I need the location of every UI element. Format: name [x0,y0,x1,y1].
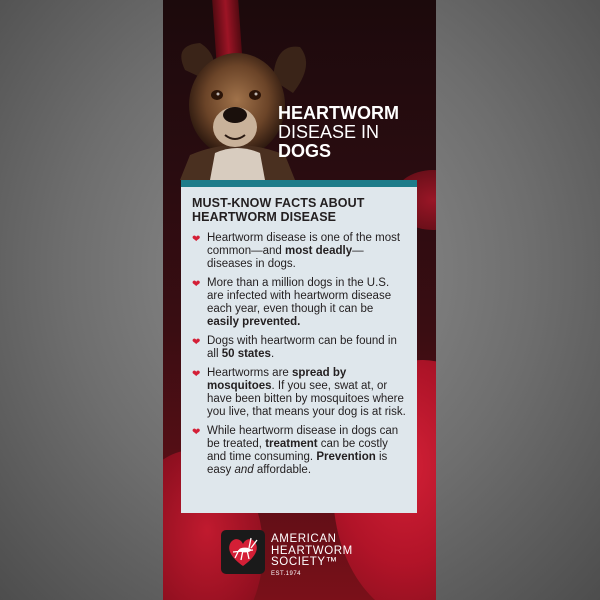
facts-heading-line-1: MUST-KNOW FACTS ABOUT [192,196,365,210]
fact-text: —diseases in dogs. [207,244,364,270]
fact-emphasis: Prevention [316,450,376,463]
heart-bullet-icon: ❤ [192,336,201,348]
fact-emphasis: easily prevented. [207,315,301,328]
logo-text [271,534,353,569]
heart-bullet-icon: ❤ [192,233,201,245]
facts-heading [192,197,407,225]
fact-text: While heartworm disease in dogs can be treated, [207,424,399,450]
title-line-3: DOGS [278,140,332,161]
title-line-1: HEARTWORM [278,103,399,123]
brochure [163,0,436,600]
title-line-2: DISEASE IN [278,121,380,142]
fact-emphasis: most deadly [284,244,353,257]
logo-line-2: HEARTWORM [271,544,353,557]
heart-bullet-icon: ❤ [192,426,201,438]
heart-bullet-icon: ❤ [192,368,201,380]
facts-list [192,232,407,477]
fact-text: More than a million dogs in the U.S. are infected with heartworm disease each year, even though it can be [207,276,392,315]
fact-text: is easy [207,450,388,476]
fact-text: Heartworms are [207,366,292,379]
fact-item [192,335,407,361]
fact-emphasis: 50 states [221,347,271,360]
fact-text: Heartworm disease is one of the most common—and [207,231,401,257]
facts-heading-line-2: HEARTWORM DISEASE [192,209,337,224]
fact-text: . If you see, swat at, or have been bitten by mosquitoes where you live, that means your dog is at risk. [207,379,406,418]
fact-item [192,367,407,419]
fact-text: . [270,347,275,360]
fact-text: Dogs with heartworm can be found in all [207,334,397,360]
facts-card [181,180,417,513]
fact-item [192,232,407,271]
logo-est: EST.1974 [271,571,302,577]
fact-item [192,277,407,329]
heart-bullet-icon: ❤ [192,278,201,290]
heart-mosquito-logo-icon [221,530,265,574]
fact-item [192,425,407,477]
brochure-title [278,104,399,161]
logo-line-1: AMERICAN [271,533,337,545]
fact-emphasis: spread by mosquitoes [207,366,347,392]
fact-italic: and [234,463,254,476]
ahs-logo [221,528,381,578]
fact-text: affordable. [253,463,312,476]
fact-text: can be costly and time consuming. [207,437,388,463]
logo-line-3: SOCIETY™ [271,556,338,568]
fact-emphasis: treatment [265,437,318,450]
